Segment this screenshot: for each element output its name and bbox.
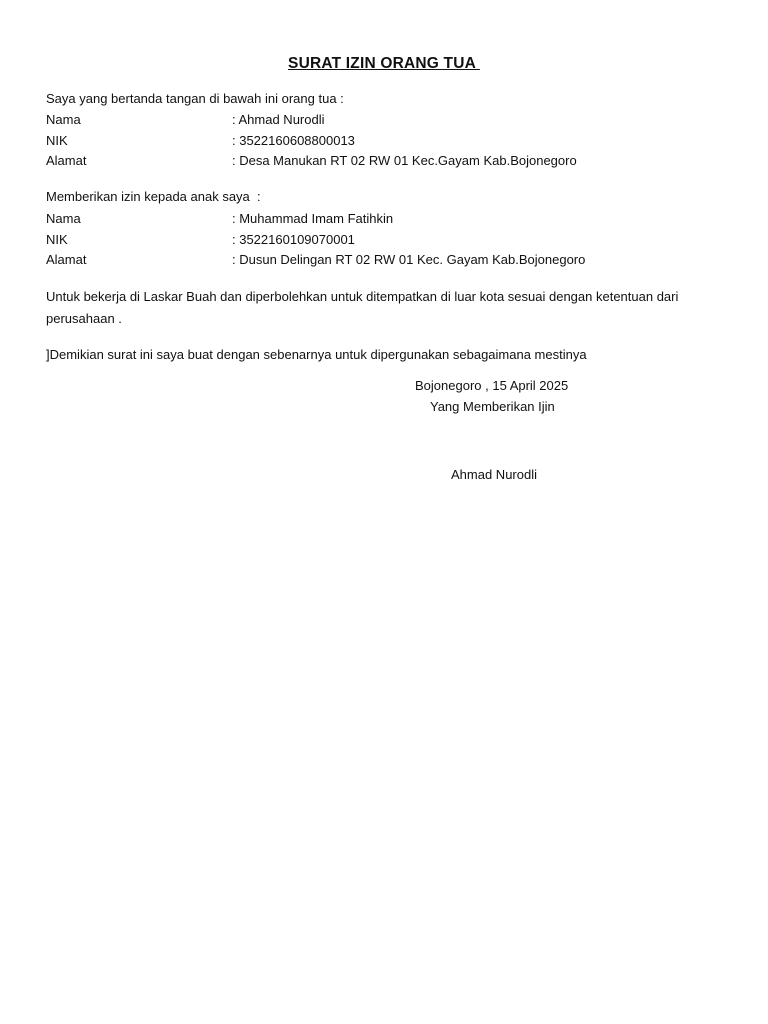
parent-address-value: : Desa Manukan RT 02 RW 01 Kec.Gayam Kab.Bojonegoro <box>232 153 577 168</box>
child-intro-text: Memberikan izin kepada anak saya : <box>46 189 261 204</box>
child-nik-row <box>46 232 736 248</box>
child-address-label: Alamat <box>46 252 87 267</box>
child-name-row <box>46 211 736 227</box>
parent-nik-row <box>46 133 736 149</box>
parent-address-row <box>46 153 736 169</box>
parent-name-row <box>46 112 736 128</box>
parent-name-label: Nama <box>46 112 81 127</box>
child-name-label: Nama <box>46 211 81 226</box>
child-address-row <box>46 252 736 268</box>
signature-role: Yang Memberikan Ijin <box>430 399 555 414</box>
parent-nik-label: NIK <box>46 133 68 148</box>
closing-text: ]Demikian surat ini saya buat dengan sebenarnya untuk dipergunakan sebagaimana mestinya <box>46 347 587 362</box>
child-name-value: : Muhammad Imam Fatihkin <box>232 211 394 226</box>
signature-name: Ahmad Nurodli <box>451 467 537 482</box>
child-address-value: : Dusun Delingan RT 02 RW 01 Kec. Gayam Kab.Bojonegoro <box>232 252 586 267</box>
purpose-paragraph: Untuk bekerja di Laskar Buah dan diperbolehkan untuk ditempatkan di luar kota sesuai dengan ketentuan dari perusahaan . <box>46 289 679 326</box>
child-nik-value: : 3522160109070001 <box>232 232 355 247</box>
letter-title: SURAT IZIN ORANG TUA <box>288 55 480 72</box>
intro-text: Saya yang bertanda tangan di bawah ini orang tua : <box>46 91 344 106</box>
parent-address-label: Alamat <box>46 153 87 168</box>
parent-name-value: : Ahmad Nurodli <box>232 112 325 127</box>
child-nik-label: NIK <box>46 232 68 247</box>
signature-place-date: Bojonegoro , 15 April 2025 <box>415 378 569 393</box>
parent-nik-value: : 3522160608800013 <box>232 133 355 148</box>
